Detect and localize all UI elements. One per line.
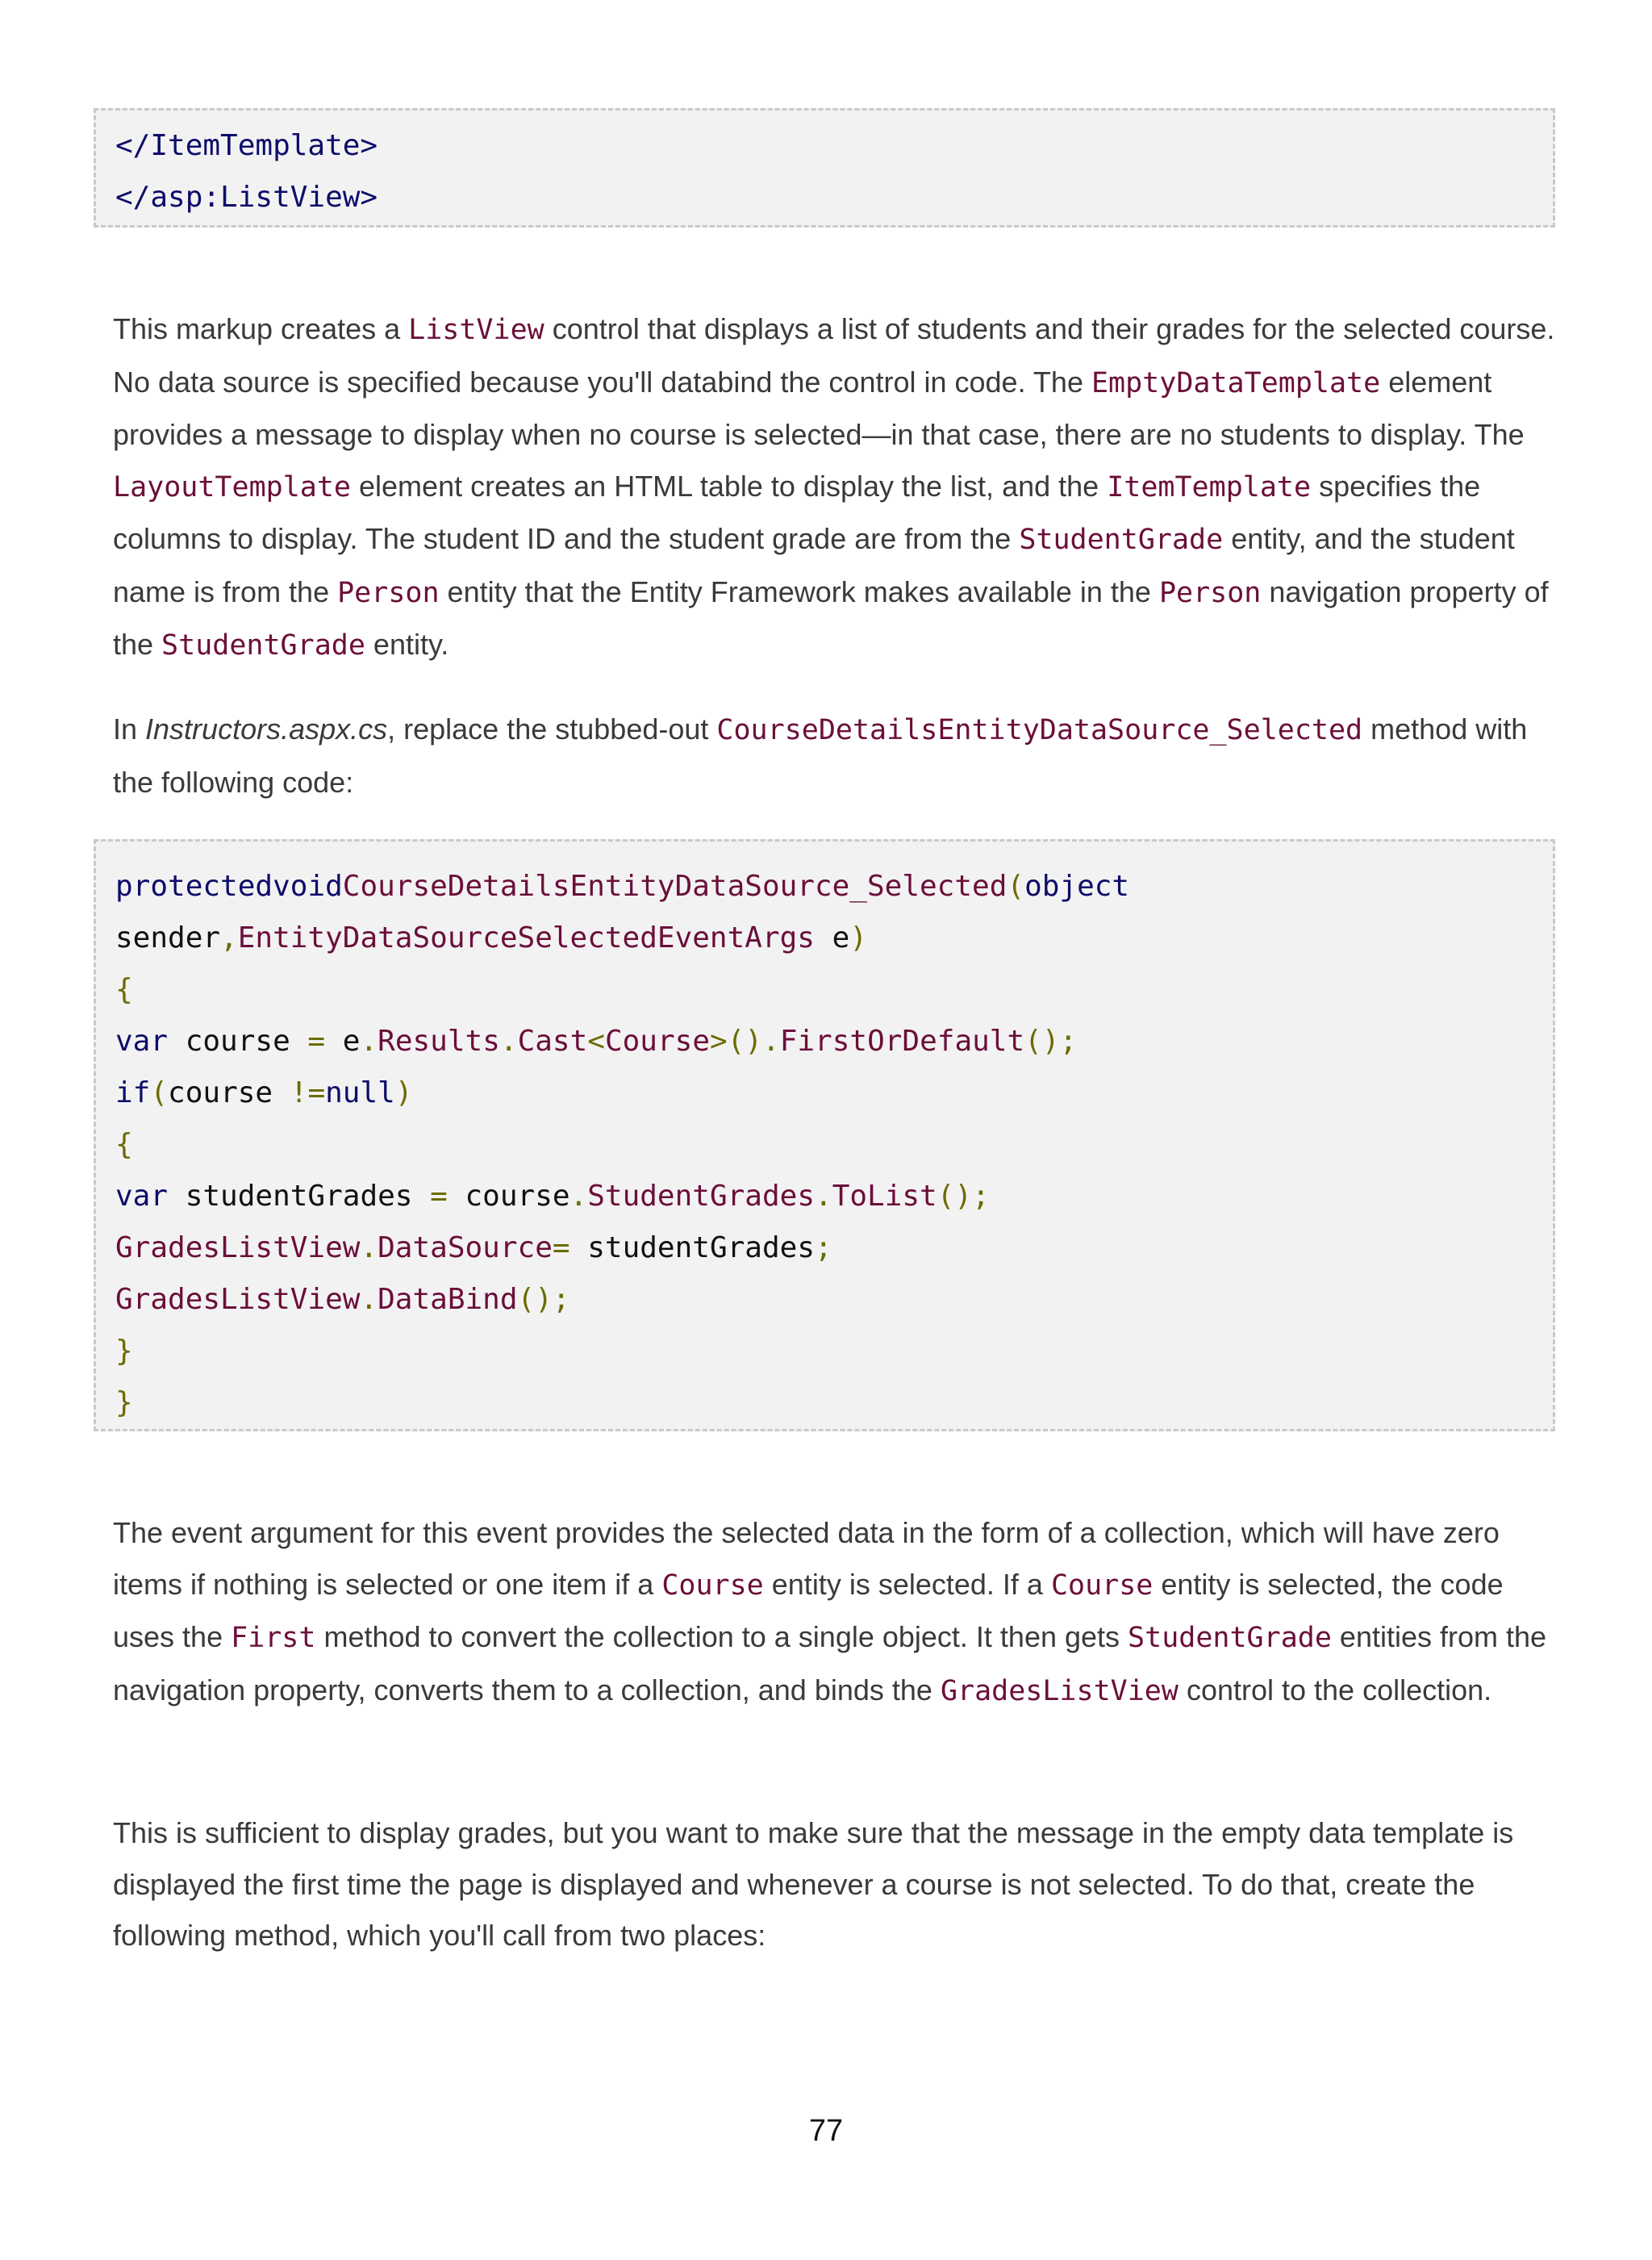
code-line: var studentGrades = course.StudentGrades.ToList(); [115,1180,990,1213]
code-line: GradesListView.DataSource= studentGrades; [115,1231,832,1264]
file-name: Instructors.aspx.cs [145,712,388,746]
code-block-1 [94,108,1555,228]
text: entity is selected. If a [763,1567,1051,1601]
code-line: var course = e.Results.Cast<Course>().FirstOrDefault(); [115,1025,1078,1058]
text: navigation property of the [113,574,1549,661]
code-line: </asp:ListView> [115,181,378,214]
text: entity, and the student name is from the [113,522,1515,608]
text: The event argument for this event provides the selected data in the form of a collection, which will have zero items if nothing is selected or one item if a [113,1516,1500,1601]
text: method to convert the collection to a single object. It then gets [315,1620,1128,1653]
code-line: { [115,973,133,1006]
inline-code: Person [1158,576,1262,609]
code-block-2 [94,839,1555,1431]
page-number: 77 [808,2114,844,2148]
inline-code: GradesListView [940,1674,1179,1707]
text: , replace the stubbed-out [387,712,717,746]
text: control that displays a list of students and their grades for the selected course. No data source is specified because you'll databind the control in code. The [113,312,1555,399]
code-line: </ItemTemplate> [115,129,378,162]
code-line: } [115,1386,133,1419]
inline-code: Course [661,1569,764,1602]
inline-code: CourseDetailsEntityDataSource_Selected [716,714,1363,746]
text: entity is selected, the code uses the [113,1567,1504,1653]
inline-code: Person [337,576,440,609]
inline-code: StudentGrade [161,629,365,662]
text: entity that the Entity Framework makes available in the [439,574,1159,608]
text: element creates an HTML table to display the list, and the [351,469,1108,503]
code-line: } [115,1335,133,1368]
text: specifies the columns to display. The student ID and the student grade are from the [113,469,1481,555]
inline-code: Course [1050,1569,1153,1602]
text: entity. [365,628,449,661]
text: method with the following code: [113,712,1528,799]
paragraph-empty-template: This is sufficient to display grades, but you want to make sure that the message in the empty data template is displayed the first time the page is displayed and whenever a course is not selected. To do that, create the following method, which you'll call from two places: [113,1816,1514,1952]
code-line: sender,EntityDataSourceSelectedEventArgs e) [115,921,868,955]
inline-code: EmptyDataTemplate [1091,366,1381,399]
inline-code: LayoutTemplate [113,470,352,503]
text: This markup creates a [113,312,409,345]
inline-code: StudentGrade [1128,1622,1332,1654]
paragraph-event-argument [113,1507,1557,1717]
inline-code: StudentGrade [1019,524,1224,556]
code-line: { [115,1128,133,1161]
text: In [113,712,146,746]
text: element provides a message to display when no course is selected—in that case, there are no students to display. The [113,365,1525,451]
code-line: if(course !=null) [115,1076,413,1109]
text: control to the collection. [1178,1673,1492,1706]
inline-code: ItemTemplate [1107,470,1312,503]
paragraph-replace-method [113,704,1557,808]
paragraph-listview-description [113,303,1557,672]
inline-code: ListView [408,314,544,346]
code-line: GradesListView.DataBind(); [115,1283,570,1316]
text: entities from the navigation property, converts them to a collection, and binds the [113,1620,1547,1706]
inline-code: First [231,1622,316,1654]
code-line: protectedvoidCourseDetailsEntityDataSource_Selected(object [115,870,1130,903]
